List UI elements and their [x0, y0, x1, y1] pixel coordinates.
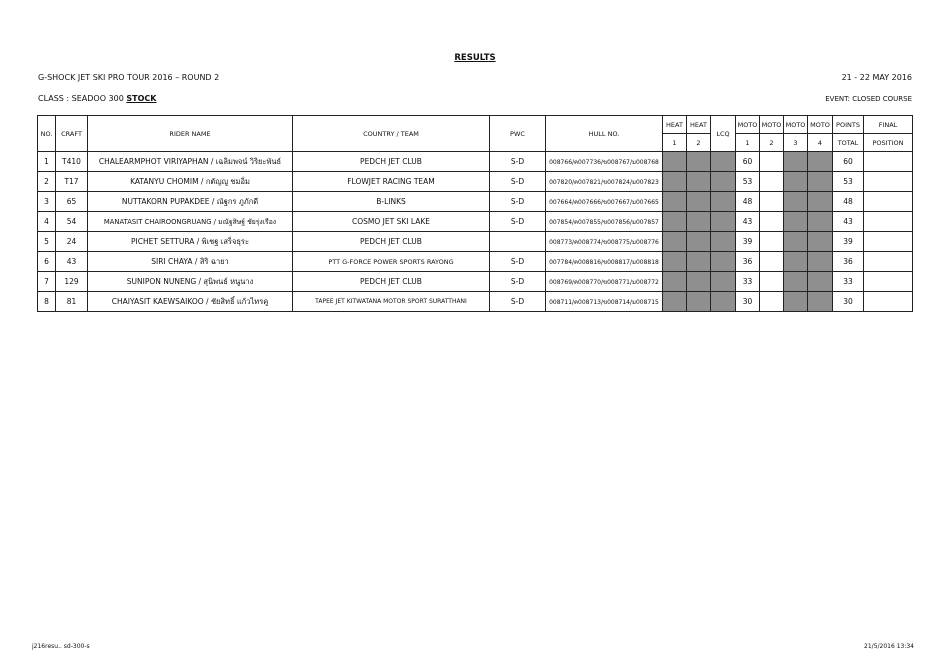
class-stock: STOCK — [126, 94, 157, 103]
event-name: G-SHOCK JET SKI PRO TOUR 2016 – ROUND 2 — [38, 73, 220, 82]
cell-lcq — [711, 292, 736, 312]
cell-heat2 — [687, 252, 711, 272]
cell-moto3 — [784, 292, 808, 312]
cell-moto1: 30 — [736, 292, 760, 312]
cell-lcq — [711, 192, 736, 212]
cell-heat1 — [663, 292, 687, 312]
col-final-top: FINAL — [864, 116, 913, 134]
cell-points: 39 — [833, 232, 864, 252]
cell-hull: 008711/ค008713/ข008714/ม008715 — [546, 292, 663, 312]
cell-rider: MANATASIT CHAIROONGRUANG / มณัฐสิษฐ์ ชัยรุ่งเรือง — [88, 212, 293, 232]
cell-pwc: S-D — [490, 292, 546, 312]
cell-pwc: S-D — [490, 152, 546, 172]
cell-team: TAPEE JET KITWATANA MOTOR SPORT SURATTHANI — [293, 292, 490, 312]
class-prefix: CLASS : SEADOO 300 — [38, 94, 124, 103]
cell-moto4 — [808, 232, 833, 252]
cell-pwc: S-D — [490, 172, 546, 192]
table-row — [38, 252, 913, 272]
cell-rider: SUNIPON NUNENG / สุนิพนธ์ หนูนาง — [88, 272, 293, 292]
class-label — [38, 94, 156, 103]
cell-moto3 — [784, 152, 808, 172]
col-moto3-bottom: 3 — [784, 134, 808, 152]
cell-heat2 — [687, 212, 711, 232]
col-heat2-top: HEAT — [687, 116, 711, 134]
cell-rider: PICHET SETTURA / พิเชฐ เสร็จธุระ — [88, 232, 293, 252]
page-title: RESULTS — [454, 53, 496, 63]
cell-moto1: 53 — [736, 172, 760, 192]
col-moto2-bottom: 2 — [760, 134, 784, 152]
cell-heat2 — [687, 292, 711, 312]
cell-craft: 129 — [56, 272, 88, 292]
cell-no: 4 — [38, 212, 56, 232]
results-table — [37, 115, 913, 312]
table-row — [38, 172, 913, 192]
cell-moto3 — [784, 232, 808, 252]
cell-moto1: 43 — [736, 212, 760, 232]
cell-points: 33 — [833, 272, 864, 292]
cell-heat1 — [663, 172, 687, 192]
cell-moto1: 60 — [736, 152, 760, 172]
cell-heat2 — [687, 272, 711, 292]
footer-timestamp: 21/5/2016 13:34 — [864, 643, 914, 650]
cell-moto2 — [760, 292, 784, 312]
cell-moto2 — [760, 212, 784, 232]
cell-team: COSMO JET SKI LAKE — [293, 212, 490, 232]
cell-craft: T17 — [56, 172, 88, 192]
col-moto3-top: MOTO — [784, 116, 808, 134]
cell-craft: 43 — [56, 252, 88, 272]
cell-no: 7 — [38, 272, 56, 292]
cell-hull: 007820/ค007821/ข007824/ม007823 — [546, 172, 663, 192]
cell-hull: 007784/ค008816/ข008817/ม008818 — [546, 252, 663, 272]
cell-points: 60 — [833, 152, 864, 172]
col-no: NO. — [38, 116, 56, 152]
cell-hull: 007854/ค007855/ข007856/ม007857 — [546, 212, 663, 232]
col-points-bottom: TOTAL — [833, 134, 864, 152]
cell-points: 36 — [833, 252, 864, 272]
cell-moto3 — [784, 252, 808, 272]
cell-moto2 — [760, 232, 784, 252]
cell-moto3 — [784, 212, 808, 232]
cell-final — [864, 272, 913, 292]
col-heat1-bottom: 1 — [663, 134, 687, 152]
cell-lcq — [711, 172, 736, 192]
cell-lcq — [711, 232, 736, 252]
col-pwc: PWC — [490, 116, 546, 152]
cell-rider: CHALEARMPHOT VIRIYAPHAN / เฉลิมพจน์ วิริยะพันธ์ — [88, 152, 293, 172]
col-team: COUNTRY / TEAM — [293, 116, 490, 152]
cell-moto1: 36 — [736, 252, 760, 272]
cell-rider: NUTTAKORN PUPAKDEE / ณัฐกร ภูภักดี — [88, 192, 293, 212]
cell-moto2 — [760, 192, 784, 212]
cell-lcq — [711, 252, 736, 272]
cell-heat2 — [687, 192, 711, 212]
cell-moto4 — [808, 272, 833, 292]
col-moto2-top: MOTO — [760, 116, 784, 134]
cell-moto3 — [784, 272, 808, 292]
cell-points: 53 — [833, 172, 864, 192]
course-label: EVENT: CLOSED COURSE — [825, 95, 912, 103]
cell-craft: T410 — [56, 152, 88, 172]
cell-hull: 008769/ค008770/ข008771/ม008772 — [546, 272, 663, 292]
cell-moto4 — [808, 152, 833, 172]
cell-hull: 008766/ค007736/ข008767/ม008768 — [546, 152, 663, 172]
cell-heat2 — [687, 172, 711, 192]
table-row — [38, 212, 913, 232]
col-points-top: POINTS — [833, 116, 864, 134]
cell-final — [864, 172, 913, 192]
footer-filename: j216resu.. sd-300-s — [32, 643, 90, 650]
cell-moto4 — [808, 212, 833, 232]
table-row — [38, 152, 913, 172]
col-rider: RIDER NAME — [88, 116, 293, 152]
header-row-1 — [38, 116, 913, 134]
table-row — [38, 232, 913, 252]
cell-heat2 — [687, 232, 711, 252]
cell-lcq — [711, 212, 736, 232]
cell-final — [864, 252, 913, 272]
cell-pwc: S-D — [490, 252, 546, 272]
cell-final — [864, 192, 913, 212]
cell-no: 1 — [38, 152, 56, 172]
col-moto4-bottom: 4 — [808, 134, 833, 152]
cell-heat2 — [687, 152, 711, 172]
cell-team: PTT G-FORCE POWER SPORTS RAYONG — [293, 252, 490, 272]
cell-pwc — [490, 232, 546, 252]
cell-heat1 — [663, 232, 687, 252]
cell-moto1: 39 — [736, 232, 760, 252]
cell-no: 8 — [38, 292, 56, 312]
table-row — [38, 272, 913, 292]
cell-team: PEDCH JET CLUB — [293, 152, 490, 172]
cell-team: B-LINKS — [293, 192, 490, 212]
col-lcq: LCQ — [711, 116, 736, 152]
cell-no: 5 — [38, 232, 56, 252]
cell-no: 6 — [38, 252, 56, 272]
col-moto1-bottom: 1 — [736, 134, 760, 152]
cell-moto4 — [808, 292, 833, 312]
cell-final — [864, 152, 913, 172]
cell-moto3 — [784, 172, 808, 192]
cell-lcq — [711, 272, 736, 292]
col-hull: HULL NO. — [546, 116, 663, 152]
cell-moto2 — [760, 152, 784, 172]
cell-moto1: 33 — [736, 272, 760, 292]
cell-moto2 — [760, 172, 784, 192]
cell-craft: 24 — [56, 232, 88, 252]
cell-points: 30 — [833, 292, 864, 312]
cell-moto2 — [760, 272, 784, 292]
cell-points: 43 — [833, 212, 864, 232]
cell-rider: KATANYU CHOMIM / กตัญญู ชมอิ่ม — [88, 172, 293, 192]
cell-team: PEDCH JET CLUB — [293, 272, 490, 292]
cell-moto4 — [808, 192, 833, 212]
table-row — [38, 192, 913, 212]
cell-pwc: S-D — [490, 272, 546, 292]
cell-pwc: S-D — [490, 192, 546, 212]
cell-points: 48 — [833, 192, 864, 212]
cell-team: FLOWJET RACING TEAM — [293, 172, 490, 192]
event-date: 21 - 22 MAY 2016 — [841, 73, 912, 82]
cell-heat1 — [663, 192, 687, 212]
cell-moto2 — [760, 252, 784, 272]
cell-hull: 008773/ค008774/ข008775/ม008776 — [546, 232, 663, 252]
cell-no: 3 — [38, 192, 56, 212]
cell-moto3 — [784, 192, 808, 212]
cell-final — [864, 292, 913, 312]
cell-rider: SIRI CHAYA / สิริ ฉายา — [88, 252, 293, 272]
cell-heat1 — [663, 212, 687, 232]
col-moto4-top: MOTO — [808, 116, 833, 134]
col-moto1-top: MOTO — [736, 116, 760, 134]
cell-pwc: S-D — [490, 212, 546, 232]
cell-heat1 — [663, 272, 687, 292]
cell-final — [864, 232, 913, 252]
cell-final — [864, 212, 913, 232]
cell-lcq — [711, 152, 736, 172]
cell-hull: 007664/ค007666/ข007667/ม007665 — [546, 192, 663, 212]
col-heat1-top: HEAT — [663, 116, 687, 134]
table-row — [38, 292, 913, 312]
cell-moto4 — [808, 252, 833, 272]
col-craft: CRAFT — [56, 116, 88, 152]
cell-craft: 65 — [56, 192, 88, 212]
cell-team: PEDCH JET CLUB — [293, 232, 490, 252]
col-final-bottom: POSITION — [864, 134, 913, 152]
col-heat2-bottom: 2 — [687, 134, 711, 152]
cell-craft: 81 — [56, 292, 88, 312]
cell-heat1 — [663, 252, 687, 272]
cell-moto4 — [808, 172, 833, 192]
cell-no: 2 — [38, 172, 56, 192]
cell-craft: 54 — [56, 212, 88, 232]
cell-rider: CHAIYASIT KAEWSAIKOO / ชัยสิทธิ์ แก้วไทรคู — [88, 292, 293, 312]
cell-heat1 — [663, 152, 687, 172]
cell-moto1: 48 — [736, 192, 760, 212]
